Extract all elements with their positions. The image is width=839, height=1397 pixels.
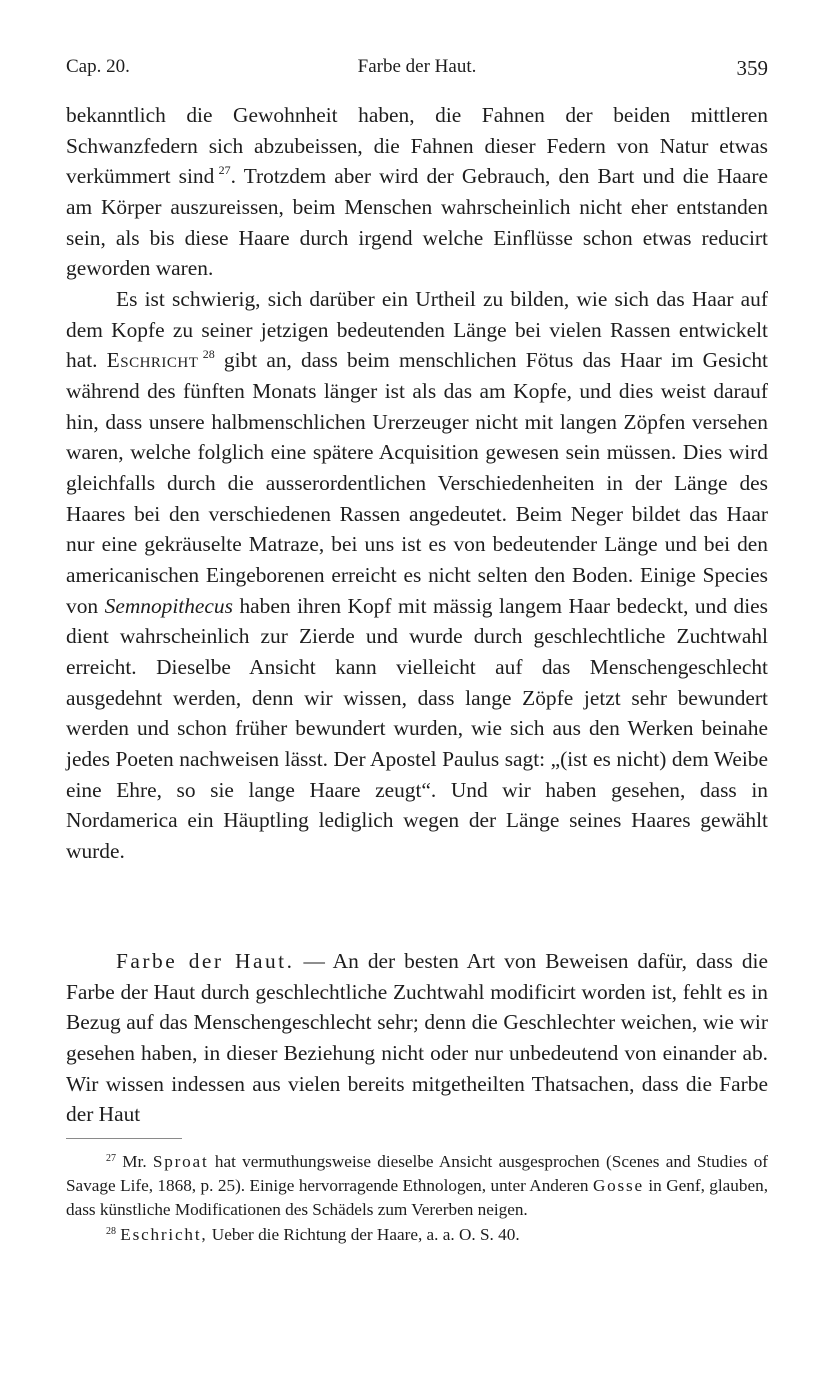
footnote-27-name-gosse: Gosse xyxy=(592,1176,644,1196)
paragraph-3-text: — An der besten Art von Beweisen dafür, dass die Farbe der Haut durch geschlechtliche Zuchtwahl modificirt worden ist, fehlt es in Bezug auf das Menschengeschlecht sehr; denn die Geschlechter weichen, wie wir gesehen haben, in dieser Beziehung nicht oder nur unbedeutend von einander ab. Wir wissen indessen aus vielen bereits mitgetheilten Thatsachen, dass die Farbe der Haut xyxy=(66,949,768,1127)
footnote-27-prefix: Mr. xyxy=(122,1152,147,1171)
footnote-ref-28: 28 xyxy=(202,347,215,362)
paragraph-2-text-a: Es ist schwierig, sich darüber ein Urtheil zu bilden, wie sich das Haar auf dem Kopfe zu seiner jetzigen bedeutenden Länge bei vielen Rassen entwickelt hat. xyxy=(66,287,768,373)
footnotes xyxy=(66,1150,768,1247)
section-heading: Farbe der Haut. xyxy=(116,949,295,973)
paragraph-1 xyxy=(66,100,768,284)
footnote-28 xyxy=(66,1223,768,1247)
paragraph-1-text: bekanntlich die Gewohnheit haben, die Fahnen der beiden mittleren Schwanzfedern sich abzubeissen, die Fahnen dieser Federn von Natur etwas verkümmert sind xyxy=(66,103,768,189)
footnote-ref-27: 27 xyxy=(218,163,231,178)
genus-name: Semnopithecus xyxy=(104,593,233,618)
footnote-27-name-sproat: Sproat xyxy=(152,1152,209,1171)
paragraph-1-rest: . Trotzdem aber wird der Gebrauch, den Bart und die Haare am Körper auszureissen, beim Menschen wahrscheinlich nicht eher entstanden sein, als bis diese Haare durch irgend welche Einflüsse schon etwas reducirt geworden waren. xyxy=(66,164,769,281)
running-head xyxy=(66,56,768,82)
author-name: Eschricht xyxy=(106,348,199,373)
paragraph-3 xyxy=(66,946,768,1130)
running-title: Farbe der Haut. xyxy=(357,56,477,77)
chapter-label: Cap. 20. xyxy=(66,56,130,77)
page-number: 359 xyxy=(736,56,768,80)
footnote-27-number: 27 xyxy=(106,1153,116,1164)
footnote-rule xyxy=(66,1138,182,1139)
paragraph-2-text-b: gibt an, dass beim menschlichen Fötus das Haar im Gesicht während des fünften Monats länger ist als das am Kopfe, und dies weist darauf hin, dass unsere halbmenschlichen Urerzeuger nicht mit langen Zöpfen versehen waren, welche folglich eine spätere Acquisition gewesen sein müssen. Dies wird gleichfalls durch die ausserordentlichen Verschiedenheiten in der Länge des Haares bei den verschiedenen Rassen angedeutet. Beim Neger bildet das Haar nur eine gekräuselte Matraze, bei uns ist es von bedeutender Länge und bei den americanischen Eingeborenen erreicht es nicht selten den Boden. Einige Species von xyxy=(66,348,768,618)
footnote-28-number: 28 xyxy=(106,1225,116,1237)
footnote-28-name: Eschricht, xyxy=(120,1224,208,1244)
paragraph-2 xyxy=(66,284,768,866)
footnote-28-text: Ueber die Richtung der Haare, a. a. O. S. 40. xyxy=(211,1224,520,1244)
footnote-27-end: in Genf, glauben, dass künstliche Modificationen des Schädels zum Vererben neigen. xyxy=(66,1176,769,1220)
footnote-27 xyxy=(66,1150,768,1223)
paragraph-2-text-c: haben ihren Kopf mit mässig langem Haar bedeckt, und dies dient wahrscheinlich zur Zierde und wurde durch geschlechtliche Zuchtwahl erreicht. Dieselbe Ansicht kann vielleicht auf das Menschengeschlecht ausgedehnt werden, denn wir wissen, dass lange Zöpfe jetzt sehr bewundert werden und schon früher bewundert wurden, wie sich aus den Werken beinahe jedes Poeten nachweisen lässt. Der Apostel Paulus sagt: „(ist es nicht) dem Weibe eine Ehre, so sie lange Haare zeugt“. Und wir haben gesehen, dass in Nordamerica ein Häuptling lediglich wegen der Länge seines Haares gewählt wurde. xyxy=(66,593,768,863)
footnote-27-text: hat vermuthungsweise dieselbe Ansicht ausgesprochen (Scenes and Studies of Savage Life, 1868, p. 25). Einige hervorragende Ethnologen, unter Anderen xyxy=(66,1152,769,1196)
